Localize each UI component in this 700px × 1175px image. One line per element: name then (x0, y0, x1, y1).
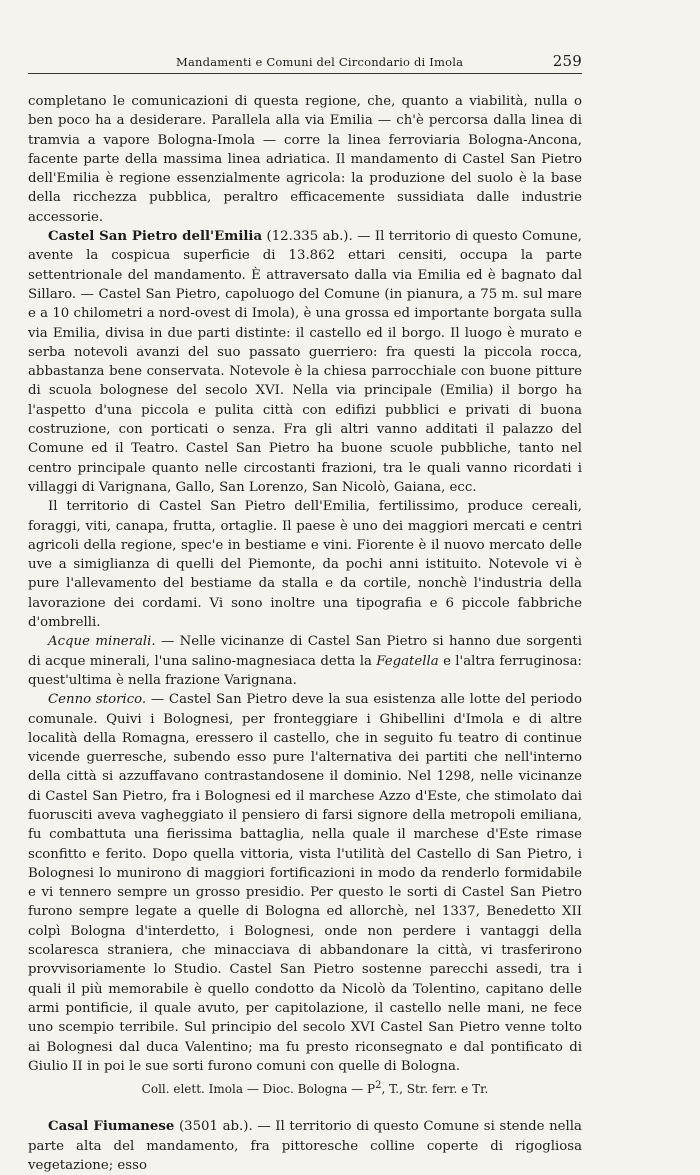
paragraph-casal-fiumanese (28, 1117, 582, 1175)
paragraph-territorio: Il territorio di Castel San Pietro dell'Emilia, fertilissimo, produce cereali, foraggi, viti, canapa, frutta, ortaglie. Il paese è uno dei maggiori mercati e centri agricoli della regione, spec'e in bestiame e vini. Fiorente è il nuovo mercato delle uve a simiglianza di quelli del Piemonte, da pochi anni istituito. Notevole vi è pure l'allevamento del bestiame da stalla e da cortile, nonchè l'industria della lavorazione dei cordami. Vi sono inoltre una tipografia e 6 piccole fabbriche d'ombrelli. (28, 499, 582, 631)
running-title: Mandamenti e Comuni del Circondario di Imola (176, 55, 464, 69)
entry-heading: Casal Fiumanese (48, 1119, 175, 1135)
entry-text: (3501 ab.). — Il territorio di questo Comune si stende nella parte alta del mandamento, fra pittoresche colline coperte di rigogliosa vegetazione; esso (28, 1119, 582, 1174)
paragraph-text: — Castel San Pietro deve la sua esistenza alle lotte del periodo comunale. Quivi i Bolognesi, per fronteggiare i Ghibellini d'Imola e di altre località della Romagna, eressero il castello, che in seguito fu teatro di continue vicende guerresche, subendo esso pure l'alternativa dei partiti che nell'interno della città si azzuffavano contrastandosene il dominio. Nel 1298, nelle vicinanze di Castel San Pietro, fra i Bolognesi ed il marchese Azzo d'Este, che stimolato dai fuorusciti aveva vagheggiato il pensiero di farsi signore della metropoli emiliana, fu combattuta una fierissima battaglia, nella quale il marchese d'Este rimase sconfitto e ferito. Dopo quella vittoria, vista l'utilità del Castello di San Pietro, i Bolognesi lo munirono di maggiori fortificazioni in modo da renderlo formidabile e vi tennero sempre un grosso presidio. Per questo le sorti di Castel San Pietro furono sempre legate a quelle di Bologna ed allorchè, nel 1337, Benedetto XII colpì Bologna d'interdetto, i Bolognesi, onde non perdere i vantaggi della scolaresca straniera, che minacciava di abbandonare la città, vi trasferirono provvisoriamente lo Studio. Castel San Pietro sostenne parecchi assedi, tra i quali il più memorabile è quello condotto da Nicolò da Tolentino, capitano delle armi pontificie, il quale avuto, per capitolazione, il castello nelle mani, ne fece uno scempio terribile. Sul principio del secolo XVI Castel San Pietro venne tolto ai Bolognesi dal duca Valentino; ma fu presto riconsegnato e dal pontificato di Giulio II in poi le sue sorti furono comuni con quelle di Bologna. (28, 692, 582, 1074)
electoral-text: , T., Str. ferr. e Tr. (381, 1082, 489, 1097)
paragraph-text: — Nelle vicinanze di Castel San Pietro si hanno due sorgenti di acque minerali, l'una salino-magnesiaca detta la (28, 634, 582, 669)
paragraph-cenno-storico (28, 690, 582, 1076)
paragraph-continuation: completano le comunicazioni di questa regione, che, quanto a viabilità, nulla o ben poco ha a desiderare. Parallela alla via Emilia — ch'è percorsa dalla linea di tramvia a vapore Bologna-Imola — corre la linea ferroviaria Bologna-Ancona, facente parte della massima linea adriatica. Il mandamento di Castel San Pietro dell'Emilia è regione essenzialmente agricola: la produzione del suolo è la base della ricchezza pubblica, peraltro efficacemente sussidiata dalle industrie accessorie. (28, 94, 582, 225)
section-label: Cenno storico. (48, 692, 147, 708)
entry-text: (12.335 ab.). — Il territorio di questo Comune, avente la cospicua superficie di 13.862 ettari censiti, occupa la parte settentrionale del mandamento. È attraversato dalla via Emilia ed è bagnato dal Sillaro. — Castel San Pietro, capoluogo del Comune (in pianura, a 75 m. sul mare e a 10 chilometri a nord-ovest di Imola), è una grossa ed importante borgata sulla via Emilia, divisa in due parti distinte: il castello ed il borgo. Il luogo è murato e serba notevoli avanzi del suo passato guerriero: fra questi la piccola rocca, abbastanza bene conservata. Notevole è la chiesa parrocchiale con buone pitture di scuola bolognese del secolo XVI. Nella via principale (Emilia) il borgo ha l'aspetto d'una piccola e pulita città con edifizi pubblici e privati di buona costruzione, con porticati o senza. Fra gli altri vanno additati il palazzo del Comune ed il Teatro. Castel San Pietro ha buone scuole pubbliche, tanto nel centro principale quanto nelle circostanti frazioni, tra le quali vanno ricordati i villaggi di Varignana, Gallo, San Lorenzo, San Nicolò, Gaiana, ecc. (28, 229, 582, 495)
page-number: 259 (552, 52, 582, 70)
body-text (28, 92, 582, 1175)
electoral-text: Coll. elett. Imola — Dioc. Bologna — P (141, 1082, 376, 1097)
section-label: Acque minerali. (48, 634, 156, 650)
superscript: 2 (375, 1080, 382, 1092)
paragraph-acque-minerali (28, 632, 582, 690)
entry-heading: Castel San Pietro dell'Emilia (48, 229, 263, 245)
paragraph-text: e l'altra ferruginosa: quest'ultima è nella frazione Varignana. (28, 653, 583, 688)
header-rule (28, 73, 582, 74)
page-header (28, 52, 582, 70)
paragraph-castel-san-pietro (28, 227, 582, 497)
electoral-info (28, 1076, 582, 1099)
entry-separator (28, 1099, 582, 1117)
spring-name: Fegatella (376, 653, 439, 669)
